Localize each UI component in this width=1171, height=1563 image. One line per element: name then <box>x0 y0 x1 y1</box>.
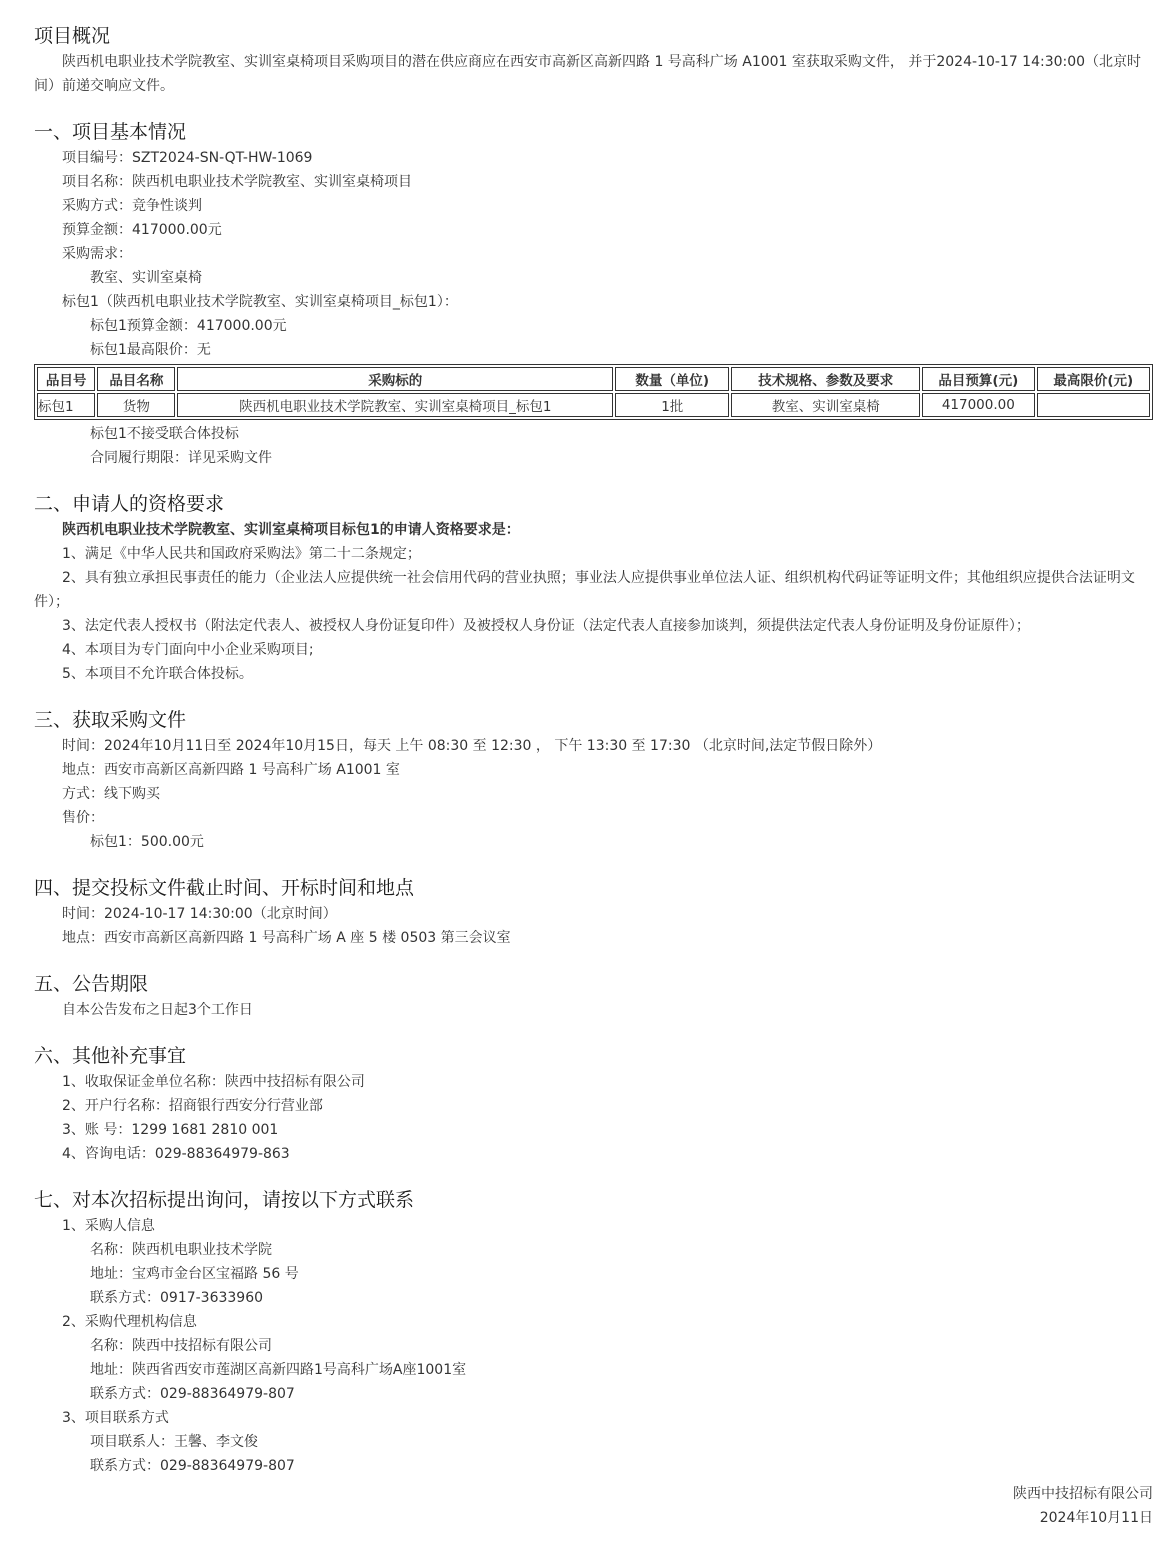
basic-info-title: 一、项目基本情况 <box>34 121 187 143</box>
table-header-row <box>37 367 1150 391</box>
table-cell: 417000.00 <box>922 393 1034 417</box>
contact-section <box>34 1186 1153 1478</box>
table-header-cell: 技术规格、参数及要求 <box>731 367 920 391</box>
table-cell: 陕西机电职业技术学院教室、实训室桌椅项目_标包1 <box>177 393 613 417</box>
buyer-heading: 1、采购人信息 <box>62 1218 155 1234</box>
deadline-title: 四、提交投标文件截止时间、开标时间和地点 <box>34 877 415 899</box>
signature-date: 2024年10月11日 <box>1039 1510 1153 1526</box>
supplementary-item: 1、收取保证金单位名称：陕西中技招标有限公司 <box>62 1074 365 1090</box>
supplementary-section <box>34 1042 1153 1166</box>
procurement-need-label: 采购需求： <box>62 246 132 262</box>
contact-title: 七、对本次招标提出询问，请按以下方式联系 <box>34 1189 415 1211</box>
signature-company: 陕西中技招标有限公司 <box>1013 1486 1153 1502</box>
contract-period: 合同履行期限：详见采购文件 <box>90 450 272 466</box>
obtain-docs-section <box>34 706 1153 854</box>
qualification-section <box>34 490 1153 686</box>
project-name: 项目名称：陕西机电职业技术学院教室、实训室桌椅项目 <box>62 174 412 190</box>
deadline-time: 时间：2024-10-17 14:30:00（北京时间） <box>62 906 337 922</box>
project-contact-person: 项目联系人：王馨、李文俊 <box>90 1434 258 1450</box>
supplementary-title: 六、其他补充事宜 <box>34 1045 187 1067</box>
agent-name: 名称：陕西中技招标有限公司 <box>90 1338 272 1354</box>
items-table <box>34 364 1153 420</box>
obtain-place: 地点：西安市高新区高新四路 1 号高科广场 A1001 室 <box>62 762 400 778</box>
notice-period-section <box>34 970 1153 1022</box>
table-cell <box>1037 393 1150 417</box>
package-budget: 标包1预算金额：417000.00元 <box>90 318 287 334</box>
project-contact-heading: 3、项目联系方式 <box>62 1410 169 1426</box>
qualification-lead: 陕西机电职业技术学院教室、实训室桌椅项目标包1的申请人资格要求是： <box>62 522 520 538</box>
overview-text: 陕西机电职业技术学院教室、实训室桌椅项目采购项目的潜在供应商应在西安市高新区高新四路 1 号高科广场 A1001 室获取采购文件， 并于2024-10-17 14:30:00（北京时间）前递交响应文件。 <box>34 54 1142 94</box>
overview-title: 项目概况 <box>34 25 111 47</box>
table-header-cell: 采购标的 <box>177 367 613 391</box>
budget-amount: 预算金额：417000.00元 <box>62 222 222 238</box>
table-header-cell: 品目预算(元) <box>922 367 1034 391</box>
table-row <box>37 393 1150 417</box>
table-header-cell: 数量（单位) <box>615 367 729 391</box>
qualification-item: 2、具有独立承担民事责任的能力（企业法人应提供统一社会信用代码的营业执照；事业法人应提供事业单位法人证、组织机构代码证等证明文件；其他组织应提供合法证明文件）； <box>34 570 1135 610</box>
price-label: 售价： <box>62 810 104 826</box>
table-header-cell: 最高限价(元) <box>1037 367 1150 391</box>
table-cell: 标包1 <box>37 393 95 417</box>
table-header-cell: 品目号 <box>37 367 95 391</box>
qualification-item: 5、本项目不允许联合体投标。 <box>62 666 253 682</box>
buyer-phone: 联系方式：0917-3633960 <box>90 1290 264 1306</box>
supplementary-item: 2、开户行名称：招商银行西安分行营业部 <box>62 1098 323 1114</box>
agent-phone: 联系方式：029-88364979-807 <box>90 1386 295 1402</box>
table-cell: 1批 <box>615 393 729 417</box>
procurement-need-text: 教室、实训室桌椅 <box>90 270 202 286</box>
package-title: 标包1（陕西机电职业技术学院教室、实训室桌椅项目_标包1）： <box>62 294 458 310</box>
no-consortium-note: 标包1不接受联合体投标 <box>90 426 239 442</box>
table-cell: 货物 <box>97 393 175 417</box>
table-header-cell: 品目名称 <box>97 367 175 391</box>
qualification-item: 3、法定代表人授权书（附法定代表人、被授权人身份证复印件）及被授权人身份证（法定代表人直接参加谈判，须提供法定代表人身份证明及身份证原件）； <box>62 618 1030 634</box>
procurement-method: 采购方式：竞争性谈判 <box>62 198 202 214</box>
obtain-docs-title: 三、获取采购文件 <box>34 709 187 731</box>
qualification-item: 1、满足《中华人民共和国政府采购法》第二十二条规定； <box>62 546 421 562</box>
buyer-address: 地址：宝鸡市金台区宝福路 56 号 <box>90 1266 299 1282</box>
qualification-item: 4、本项目为专门面向中小企业采购项目; <box>62 642 314 658</box>
table-cell: 教室、实训室桌椅 <box>731 393 920 417</box>
agent-address: 地址：陕西省西安市莲湖区高新四路1号高科广场A座1001室 <box>90 1362 467 1378</box>
notice-period-title: 五、公告期限 <box>34 973 149 995</box>
qualification-title: 二、申请人的资格要求 <box>34 493 225 515</box>
agent-heading: 2、采购代理机构信息 <box>62 1314 197 1330</box>
project-number: 项目编号：SZT2024-SN-QT-HW-1069 <box>62 150 313 166</box>
deadline-section <box>34 874 1153 950</box>
buyer-name: 名称：陕西机电职业技术学院 <box>90 1242 272 1258</box>
obtain-way: 方式：线下购买 <box>62 786 160 802</box>
signature-block <box>34 1482 1153 1530</box>
basic-info-section <box>34 118 1153 470</box>
overview-section <box>34 22 1153 98</box>
supplementary-item: 3、账 号：1299 1681 2810 001 <box>62 1122 279 1138</box>
project-contact-phone: 联系方式：029-88364979-807 <box>90 1458 295 1474</box>
supplementary-item: 4、咨询电话：029-88364979-863 <box>62 1146 290 1162</box>
package-price: 标包1：500.00元 <box>90 834 204 850</box>
obtain-time: 时间：2024年10月11日至 2024年10月15日，每天 上午 08:30 至 12:30 ， 下午 13:30 至 17:30 （北京时间,法定节假日除外） <box>62 738 882 754</box>
package-max-price: 标包1最高限价：无 <box>90 342 211 358</box>
opening-place: 地点：西安市高新区高新四路 1 号高科广场 A 座 5 楼 0503 第三会议室 <box>62 930 511 946</box>
notice-period-text: 自本公告发布之日起3个工作日 <box>62 1002 253 1018</box>
